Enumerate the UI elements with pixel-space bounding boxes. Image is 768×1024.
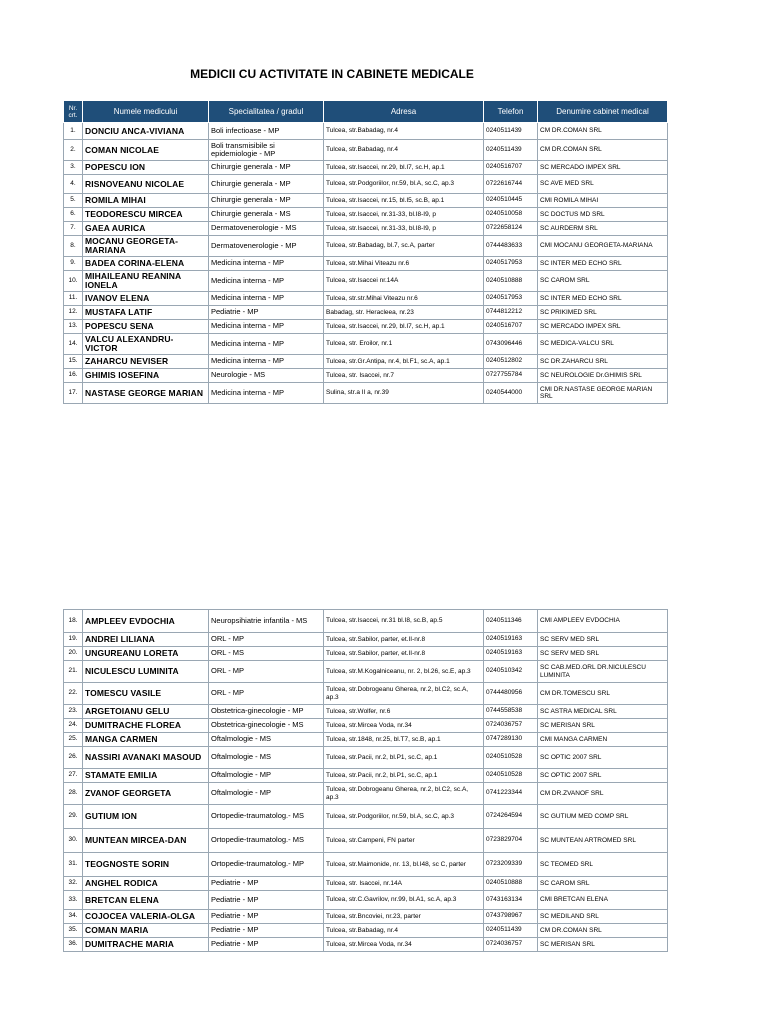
doctor-address: Tulcea, str.Mircea Voda, nr.34 (324, 938, 484, 952)
doctor-phone: 0240510342 (484, 661, 538, 683)
doctors-table-1 (63, 100, 668, 404)
cell-nr: 8. (64, 236, 83, 257)
doctor-specialty: ORL - MP (209, 683, 324, 705)
cabinet-name: SC SERV MED SRL (538, 633, 668, 647)
doctor-specialty: Medicina interna - MP (209, 320, 324, 334)
doctor-name: DONCIU ANCA-VIVIANA (83, 123, 209, 140)
cell-nr: 11. (64, 292, 83, 306)
table-row (64, 661, 668, 683)
doctor-address: Tulcea, str.Maimonide, nr. 13, bl.I48, sc C, parter (324, 853, 484, 877)
doctor-address: Tulcea, str. Eroilor, nr.1 (324, 334, 484, 355)
doctor-phone: 0727755784 (484, 369, 538, 383)
doctor-phone: 0743798967 (484, 910, 538, 924)
cell-nr: 7. (64, 222, 83, 236)
cabinet-name: CMI ROMILA MIHAI (538, 194, 668, 208)
doctor-name: GAEA AURICA (83, 222, 209, 236)
table-row (64, 161, 668, 175)
doctor-address: Tulcea, str.Isaccei nr.14A (324, 271, 484, 292)
doctor-phone: 0240519163 (484, 633, 538, 647)
doctor-address: Tulcea, str.Wolfer, nr.6 (324, 705, 484, 719)
doctor-name: ANDREI LILIANA (83, 633, 209, 647)
table-row (64, 292, 668, 306)
cabinet-name: SC CAROM SRL (538, 271, 668, 292)
doctor-name: NICULESCU LUMINITA (83, 661, 209, 683)
cabinet-name: SC GUTIUM MED COMP SRL (538, 805, 668, 829)
cell-nr: 36. (64, 938, 83, 952)
cabinet-name: SC AURDERM SRL (538, 222, 668, 236)
doctor-name: ZAHARCU NEVISER (83, 355, 209, 369)
doctor-name: MOCANU GEORGETA-MARIANA (83, 236, 209, 257)
doctor-phone: 0240517953 (484, 292, 538, 306)
table-row (64, 320, 668, 334)
doctor-address: Tulcea, str.Sabilor, parter, et.II-nr.8 (324, 633, 484, 647)
doctor-address: Tulcea, str. Isaccei, nr.7 (324, 369, 484, 383)
table-row (64, 705, 668, 719)
doctors-table-2 (63, 609, 668, 952)
cabinet-name: CM DR.COMAN SRL (538, 924, 668, 938)
doctor-address: Tulcea, str.str.Mihai Viteazu nr.6 (324, 292, 484, 306)
doctor-specialty: Chirurgie generala - MP (209, 194, 324, 208)
table-row (64, 369, 668, 383)
cell-nr: 3. (64, 161, 83, 175)
doctor-phone: 0744480956 (484, 683, 538, 705)
doctor-address: Tulcea, str.Pacii, nr.2, bl.P1, sc.C, ap.1 (324, 769, 484, 783)
table-row (64, 123, 668, 140)
table-row (64, 355, 668, 369)
header-address: Adresa (324, 101, 484, 123)
doctor-name: RISNOVEANU NICOLAE (83, 175, 209, 194)
doctor-name: BRETCAN ELENA (83, 891, 209, 910)
cell-nr: 33. (64, 891, 83, 910)
doctor-phone: 0723829704 (484, 829, 538, 853)
cabinet-name: CM DR.COMAN SRL (538, 123, 668, 140)
cabinet-name: SC CAB.MED.ORL DR.NICULESCU LUMINITA (538, 661, 668, 683)
doctor-specialty: Pediatrie - MP (209, 938, 324, 952)
cell-nr: 12. (64, 306, 83, 320)
cell-nr: 31. (64, 853, 83, 877)
cabinet-name: SC CAROM SRL (538, 877, 668, 891)
doctor-address: Tulcea, str.Babadag, nr.4 (324, 123, 484, 140)
doctor-address: Tulcea, str.Pacii, nr.2, bl.P1, sc.C, ap.1 (324, 747, 484, 769)
doctor-name: COMAN MARIA (83, 924, 209, 938)
table-row (64, 829, 668, 853)
doctor-address: Tulcea, str.Campeni, FN parter (324, 829, 484, 853)
cell-nr: 23. (64, 705, 83, 719)
cabinet-name: CM DR.COMAN SRL (538, 140, 668, 161)
doctor-address: Tulcea, str.Gr.Antipa, nr.4, bl.F1, sc.A, ap.1 (324, 355, 484, 369)
cell-nr: 1. (64, 123, 83, 140)
cell-nr: 9. (64, 257, 83, 271)
doctor-address: Tulcea, str.Isaccei, nr.31-33, bl.I8-I9, p (324, 222, 484, 236)
doctor-phone: 0722616744 (484, 175, 538, 194)
header-name: Numele medicului (83, 101, 209, 123)
table-row (64, 208, 668, 222)
doctor-name: POPESCU SENA (83, 320, 209, 334)
doctor-specialty: Obstetrica-ginecologie - MS (209, 719, 324, 733)
doctor-name: TEODORESCU MIRCEA (83, 208, 209, 222)
cell-nr: 22. (64, 683, 83, 705)
cabinet-name: CMI AMPLEEV EVDOCHIA (538, 610, 668, 633)
doctor-specialty: Medicina interna - MP (209, 257, 324, 271)
doctor-name: UNGUREANU LORETA (83, 647, 209, 661)
table-row (64, 683, 668, 705)
doctor-phone: 0747289130 (484, 733, 538, 747)
doctor-address: Tulcea, str.Babadag, bl.7, sc.A, parter (324, 236, 484, 257)
doctor-phone: 0744558538 (484, 705, 538, 719)
doctor-name: DUMITRACHE FLOREA (83, 719, 209, 733)
table-row (64, 647, 668, 661)
table-row (64, 924, 668, 938)
doctor-name: TOMESCU VASILE (83, 683, 209, 705)
doctor-address: Tulcea, str. Isaccei, nr.14A (324, 877, 484, 891)
doctor-name: IVANOV ELENA (83, 292, 209, 306)
cabinet-name: SC NEUROLOGIE Dr.GHIMIS SRL (538, 369, 668, 383)
cabinet-name: SC MERCADO IMPEX SRL (538, 161, 668, 175)
doctor-name: COMAN NICOLAE (83, 140, 209, 161)
cabinet-name: CMI DR.NASTASE GEORGE MARIAN SRL (538, 383, 668, 404)
table-row (64, 938, 668, 952)
doctor-address: Tulcea, str.1848, nr.25, bl.T7, sc.B, ap.1 (324, 733, 484, 747)
doctor-specialty: Neurologie - MS (209, 369, 324, 383)
doctor-specialty: Dermatovenerologie - MS (209, 222, 324, 236)
doctor-address: Tulcea, str.Podgoriilor, nr.59, bl.A, sc.C, ap.3 (324, 175, 484, 194)
doctor-phone: 0240510058 (484, 208, 538, 222)
cabinet-name: CM DR.TOMESCU SRL (538, 683, 668, 705)
cabinet-name: SC PRIKIMED SRL (538, 306, 668, 320)
table-header-row (64, 101, 668, 123)
doctor-phone: 0240510888 (484, 877, 538, 891)
doctor-phone: 0743163134 (484, 891, 538, 910)
doctor-address: Tulcea, str.Isaccei, nr.31-33, bl.I8-I9, p (324, 208, 484, 222)
cabinet-name: SC INTER MED ECHO SRL (538, 257, 668, 271)
doctor-specialty: Ortopedie-traumatolog.- MP (209, 853, 324, 877)
table-row (64, 194, 668, 208)
doctor-phone: 0240512802 (484, 355, 538, 369)
doctor-name: ROMILA MIHAI (83, 194, 209, 208)
cabinet-name: SC ASTRA MEDICAL SRL (538, 705, 668, 719)
doctor-specialty: Obstetrica-ginecologie - MP (209, 705, 324, 719)
doctor-specialty: Medicina interna - MP (209, 383, 324, 404)
cabinet-name: CM DR.ZVANOF SRL (538, 783, 668, 805)
table-row (64, 891, 668, 910)
cabinet-name: SC MEDICA-VALCU SRL (538, 334, 668, 355)
page-title: MEDICII CU ACTIVITATE IN CABINETE MEDICALE (190, 67, 474, 81)
doctor-specialty: Boli infectioase - MP (209, 123, 324, 140)
doctor-name: NASSIRI AVANAKI MASOUD (83, 747, 209, 769)
doctor-address: Tulcea, str.Mircea Voda, nr.34 (324, 719, 484, 733)
doctor-name: TEOGNOSTE SORIN (83, 853, 209, 877)
doctor-address: Tulcea, str.Podgoriilor, nr.59, bl.A, sc.C, ap.3 (324, 805, 484, 829)
cell-nr: 29. (64, 805, 83, 829)
doctor-specialty: ORL - MP (209, 661, 324, 683)
cabinet-name: SC OPTIC 2007 SRL (538, 747, 668, 769)
doctor-specialty: Ortopedie-traumatolog.- MS (209, 829, 324, 853)
cell-nr: 14. (64, 334, 83, 355)
table-row (64, 334, 668, 355)
table-row (64, 222, 668, 236)
doctor-name: ARGETOIANU GELU (83, 705, 209, 719)
doctor-address: Tulcea, str.Dobrogeanu Gherea, nr.2, bl.C2, sc.A, ap.3 (324, 783, 484, 805)
table-row (64, 383, 668, 404)
doctor-phone: 0724036757 (484, 719, 538, 733)
doctor-address: Babadag, str. Heracleea, nr.23 (324, 306, 484, 320)
doctor-address: Tulcea, str.M.Kogalniceanu, nr. 2, bl.26, sc.E, ap.3 (324, 661, 484, 683)
cabinet-name: SC MERCADO IMPEX SRL (538, 320, 668, 334)
doctor-phone: 0240510445 (484, 194, 538, 208)
doctor-specialty: Medicina interna - MP (209, 271, 324, 292)
table-row (64, 877, 668, 891)
doctor-specialty: Pediatrie - MP (209, 306, 324, 320)
cell-nr: 13. (64, 320, 83, 334)
cabinet-name: SC OPTIC 2007 SRL (538, 769, 668, 783)
cabinet-name: CMI MOCANU GEORGETA-MARIANA (538, 236, 668, 257)
doctor-phone: 0743096446 (484, 334, 538, 355)
table-row (64, 733, 668, 747)
doctor-phone: 0240510528 (484, 747, 538, 769)
table-row (64, 747, 668, 769)
doctor-phone: 0240511439 (484, 140, 538, 161)
doctor-phone: 0744483633 (484, 236, 538, 257)
cabinet-name: SC MERISAN SRL (538, 719, 668, 733)
doctor-specialty: Pediatrie - MP (209, 877, 324, 891)
doctor-phone: 0722658124 (484, 222, 538, 236)
doctor-address: Tulcea, str.Babadag, nr.4 (324, 924, 484, 938)
doctor-specialty: Oftalmologie - MS (209, 747, 324, 769)
cell-nr: 2. (64, 140, 83, 161)
doctor-phone: 0240516707 (484, 320, 538, 334)
doctor-specialty: Neuropsihiatrie infantila - MS (209, 610, 324, 633)
cell-nr: 35. (64, 924, 83, 938)
doctor-specialty: Oftalmologie - MP (209, 783, 324, 805)
cell-nr: 25. (64, 733, 83, 747)
doctor-phone: 0240516707 (484, 161, 538, 175)
doctor-address: Tulcea, str.Sabilor, parter, et.II-nr.8 (324, 647, 484, 661)
doctor-address: Tulcea, str.Isaccei, nr.29, bl.I7, sc.H, ap.1 (324, 320, 484, 334)
doctor-address: Tulcea, str.C.Gavrilov, nr.99, bl.A1, sc.A, ap.3 (324, 891, 484, 910)
cell-nr: 20. (64, 647, 83, 661)
header-cabinet: Denumire cabinet medical (538, 101, 668, 123)
table-row (64, 633, 668, 647)
doctor-specialty: Oftalmologie - MP (209, 769, 324, 783)
cabinet-name: SC AVE MED SRL (538, 175, 668, 194)
doctor-name: MUSTAFA LATIF (83, 306, 209, 320)
table-row (64, 236, 668, 257)
header-nr: Nr. crt. (64, 101, 83, 123)
table-row (64, 306, 668, 320)
doctor-specialty: Pediatrie - MP (209, 891, 324, 910)
cell-nr: 18. (64, 610, 83, 633)
cabinet-name: CMI BRETCAN ELENA (538, 891, 668, 910)
cell-nr: 10. (64, 271, 83, 292)
doctor-phone: 0724264594 (484, 805, 538, 829)
doctor-phone: 0744812212 (484, 306, 538, 320)
table-row (64, 910, 668, 924)
doctor-name: MIHAILEANU REANINA IONELA (83, 271, 209, 292)
cell-nr: 34. (64, 910, 83, 924)
table-row (64, 175, 668, 194)
doctor-address: Sulina, str.a II a, nr.39 (324, 383, 484, 404)
doctor-phone: 0741223344 (484, 783, 538, 805)
cell-nr: 32. (64, 877, 83, 891)
doctor-specialty: Pediatrie - MP (209, 924, 324, 938)
cell-nr: 5. (64, 194, 83, 208)
doctor-phone: 0240510528 (484, 769, 538, 783)
doctor-name: ZVANOF GEORGETA (83, 783, 209, 805)
table-row (64, 783, 668, 805)
cabinet-name: SC MERISAN SRL (538, 938, 668, 952)
table-row (64, 257, 668, 271)
doctor-specialty: ORL - MP (209, 633, 324, 647)
cell-nr: 30. (64, 829, 83, 853)
cabinet-name: SC MEDILAND SRL (538, 910, 668, 924)
doctor-specialty: Medicina interna - MP (209, 292, 324, 306)
doctor-specialty: Chirurgie generala - MP (209, 161, 324, 175)
cabinet-name: SC DOCTUS MD SRL (538, 208, 668, 222)
doctor-specialty: Medicina interna - MP (209, 334, 324, 355)
doctor-name: POPESCU ION (83, 161, 209, 175)
doctor-name: MANGA CARMEN (83, 733, 209, 747)
doctor-specialty: Dermatovenerologie - MP (209, 236, 324, 257)
doctor-name: COJOCEA VALERIA-OLGA (83, 910, 209, 924)
doctor-name: DUMITRACHE MARIA (83, 938, 209, 952)
doctor-name: BADEA CORINA-ELENA (83, 257, 209, 271)
cabinet-name: SC MUNTEAN ARTROMED SRL (538, 829, 668, 853)
cell-nr: 21. (64, 661, 83, 683)
doctor-phone: 0240519163 (484, 647, 538, 661)
doctor-address: Tulcea, str.Bncoviei, nr.23, parter (324, 910, 484, 924)
doctor-phone: 0723209339 (484, 853, 538, 877)
doctor-phone: 0240544000 (484, 383, 538, 404)
cell-nr: 4. (64, 175, 83, 194)
cell-nr: 27. (64, 769, 83, 783)
doctor-address: Tulcea, str.Babadag, nr.4 (324, 140, 484, 161)
doctor-specialty: Pediatrie - MP (209, 910, 324, 924)
cabinet-name: SC DR.ZAHARCU SRL (538, 355, 668, 369)
cell-nr: 19. (64, 633, 83, 647)
doctor-phone: 0240511346 (484, 610, 538, 633)
cell-nr: 28. (64, 783, 83, 805)
doctor-phone: 0724036757 (484, 938, 538, 952)
table-row (64, 719, 668, 733)
doctor-name: VALCU ALEXANDRU-VICTOR (83, 334, 209, 355)
header-specialty: Specialitatea / gradul (209, 101, 324, 123)
table-row (64, 769, 668, 783)
table-row (64, 140, 668, 161)
cell-nr: 16. (64, 369, 83, 383)
header-phone: Telefon (484, 101, 538, 123)
table-row (64, 805, 668, 829)
table-row (64, 271, 668, 292)
cell-nr: 17. (64, 383, 83, 404)
doctor-name: MUNTEAN MIRCEA-DAN (83, 829, 209, 853)
cell-nr: 26. (64, 747, 83, 769)
doctor-phone: 0240511439 (484, 123, 538, 140)
doctor-name: STAMATE EMILIA (83, 769, 209, 783)
cabinet-name: SC TEOMED SRL (538, 853, 668, 877)
doctor-address: Tulcea, str.Mihai Viteazu nr.6 (324, 257, 484, 271)
doctor-address: Tulcea, str.Isaccei, nr.15, bl.I5, sc.B, ap.1 (324, 194, 484, 208)
doctor-phone: 0240510888 (484, 271, 538, 292)
doctor-specialty: Boli transmisibile si epidemiologie - MP (209, 140, 324, 161)
doctor-address: Tulcea, str.Dobrogeanu Gherea, nr.2, bl.C2, sc.A, ap.3 (324, 683, 484, 705)
cell-nr: 6. (64, 208, 83, 222)
cabinet-name: CMI MANGA CARMEN (538, 733, 668, 747)
cell-nr: 15. (64, 355, 83, 369)
doctor-phone: 0240511439 (484, 924, 538, 938)
cabinet-name: SC SERV MED SRL (538, 647, 668, 661)
table-row (64, 853, 668, 877)
doctor-specialty: ORL - MS (209, 647, 324, 661)
doctor-name: GHIMIS IOSEFINA (83, 369, 209, 383)
table-row (64, 610, 668, 633)
doctor-specialty: Chirurgie generala - MS (209, 208, 324, 222)
doctor-phone: 0240517953 (484, 257, 538, 271)
doctor-specialty: Chirurgie generala - MP (209, 175, 324, 194)
doctor-address: Tulcea, str.Isaccei, nr.31 bl.I8, sc.B, ap.5 (324, 610, 484, 633)
doctor-name: NASTASE GEORGE MARIAN (83, 383, 209, 404)
cell-nr: 24. (64, 719, 83, 733)
cabinet-name: SC INTER MED ECHO SRL (538, 292, 668, 306)
doctor-specialty: Medicina interna - MP (209, 355, 324, 369)
doctor-name: GUTIUM ION (83, 805, 209, 829)
doctor-name: ANGHEL RODICA (83, 877, 209, 891)
doctor-name: AMPLEEV EVDOCHIA (83, 610, 209, 633)
doctor-address: Tulcea, str.Isaccei, nr.29, bl.I7, sc.H, ap.1 (324, 161, 484, 175)
doctor-specialty: Ortopedie-traumatolog.- MS (209, 805, 324, 829)
doctor-specialty: Oftalmologie - MS (209, 733, 324, 747)
